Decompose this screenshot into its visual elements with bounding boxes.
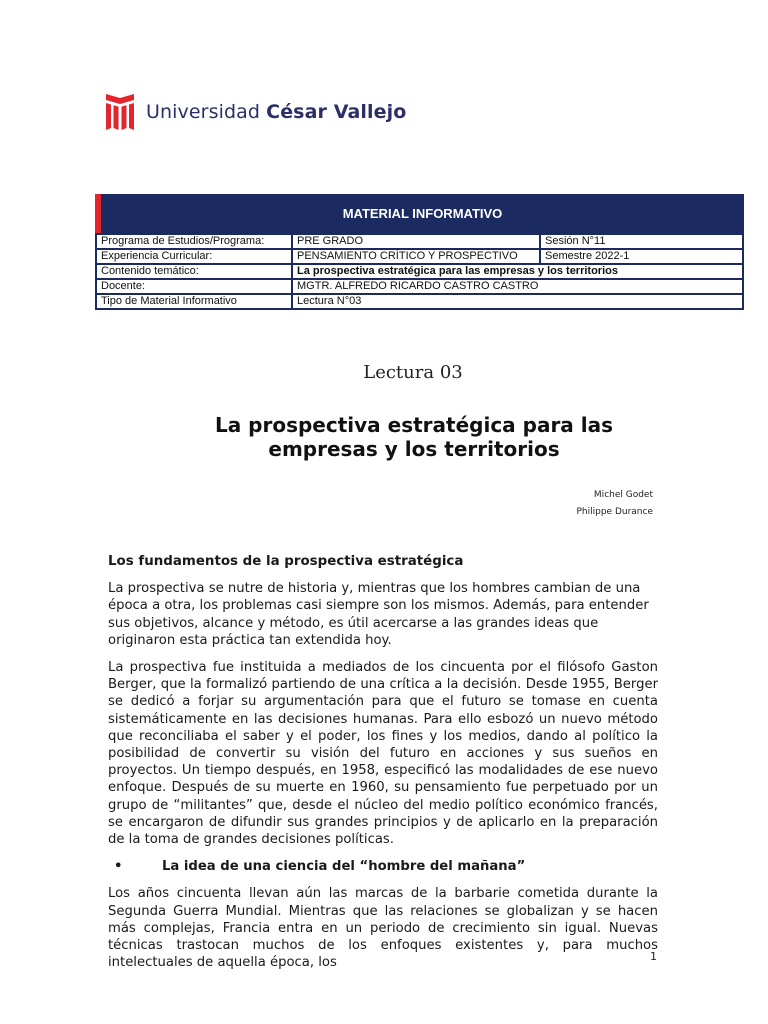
author-name: Philippe Durance xyxy=(576,507,653,517)
info-table xyxy=(95,194,744,310)
paragraph: La prospectiva fue instituida a mediados de los cincuenta por el filósofo Gaston Berger, que la formalizó partiendo de una crítica a la decisión. Desde 1955, Berger se dedicó a forjar su argumentación para que el futuro se tomase en cuenta sistemáticamente en las decisiones humanas. Para ello esbozó un nuevo método que reconciliaba el saber y el poder, los fines y los medios, dando al político la posibilidad de convertir su visión del futuro en acciones y sus sueños en proyectos. Un tiempo después, en 1958, especificó las modalidades de ese nuevo enfoque. Después de su muerte en 1960, su pensamiento fue perpetuado por un grupo de “militantes” que, desde el núcleo del medio político económico francés, se encargaron de difundir sus grandes principios y de aplicarlo en la preparación de la toma de grandes decisiones políticas. xyxy=(108,660,658,848)
table-cell-value: Lectura N°03 xyxy=(292,294,743,309)
bullet-icon: • xyxy=(114,859,123,875)
document-title-line-1: La prospectiva estratégica para las xyxy=(214,413,614,437)
page-number: 1 xyxy=(650,950,657,963)
university-name-bold: César Vallejo xyxy=(266,101,407,123)
university-name xyxy=(146,101,406,123)
table-cell-value: MGTR. ALFREDO RICARDO CASTRO CASTRO xyxy=(292,279,743,294)
table-cell-label: Programa de Estudios/Programa: xyxy=(96,234,292,249)
authors xyxy=(577,487,654,521)
table-cell-value: PENSAMIENTO CRÍTICO Y PROSPECTIVO xyxy=(292,249,540,264)
table-cell-value: PRE GRADO xyxy=(292,234,540,249)
document-title xyxy=(0,413,768,461)
info-table-header: MATERIAL INFORMATIVO xyxy=(95,194,744,233)
table-cell-label: Experiencia Curricular: xyxy=(96,249,292,264)
paragraph: Los años cincuenta llevan aún las marcas de la barbarie cometida durante la Segunda Guerra Mundial. Mientras que las relaciones se globalizan y se hacen más complejas, Francia entra en un periodo de crecimiento sin igual. Nuevas técnicas trastocan muchos de los enfoques existentes y, para muchos intelectuales de aquella época, los xyxy=(108,886,658,971)
university-name-regular: Universidad xyxy=(146,101,267,123)
table-cell-label: Docente: xyxy=(96,279,292,294)
document-body xyxy=(108,553,658,981)
paragraph: La prospectiva se nutre de historia y, mientras que los hombres cambian de una época a otra, los problemas casi siempre son los mismos. Además, para entender sus objetivos, alcance y método, es útil acercarse a las grandes ideas que originaron esta práctica tan extendida hoy. xyxy=(108,581,649,648)
table-row xyxy=(96,294,743,309)
table-cell-extra: Sesión N°11 xyxy=(540,234,743,249)
table-row xyxy=(96,264,743,279)
bullet-heading-text: La idea de una ciencia del “hombre del mañana” xyxy=(162,859,526,875)
table-cell-value: La prospectiva estratégica para las empresas y los territorios xyxy=(292,264,743,279)
bullet-heading xyxy=(108,858,658,875)
table-row xyxy=(96,249,743,264)
section-heading: Los fundamentos de la prospectiva estratégica xyxy=(108,554,464,569)
table-row xyxy=(96,234,743,249)
document-title-line-2: empresas y los territorios xyxy=(268,437,560,461)
university-logo xyxy=(104,92,406,132)
author-name: Michel Godet xyxy=(593,490,653,500)
ucv-emblem-icon xyxy=(104,92,136,132)
table-row xyxy=(96,279,743,294)
info-table-grid xyxy=(95,233,744,310)
table-cell-label: Tipo de Material Informativo xyxy=(96,294,292,309)
table-cell-extra: Semestre 2022-1 xyxy=(540,249,743,264)
table-cell-label: Contenido temático: xyxy=(96,264,292,279)
lectura-label: Lectura 03 xyxy=(363,362,463,383)
